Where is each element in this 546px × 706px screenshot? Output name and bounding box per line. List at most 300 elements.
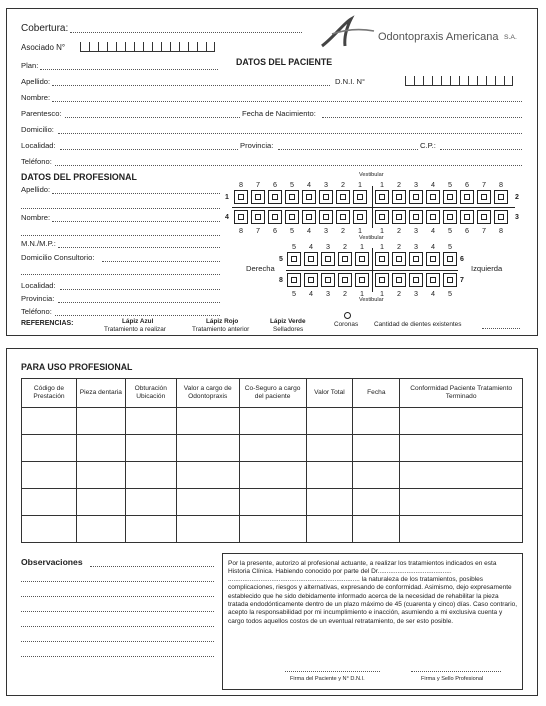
tooth-number: 8 [239,226,243,235]
observaciones-line[interactable] [21,626,214,627]
lower-right-tooth[interactable] [477,210,491,224]
cobertura-field[interactable] [70,32,302,33]
table-cell[interactable] [400,462,523,489]
tooth-number: 2 [397,289,401,298]
domicilio-label: Domicilio: [21,125,54,134]
tooth-inner [359,277,365,283]
prof-nombre-field-2[interactable] [21,235,220,236]
upper-right-tooth[interactable] [392,190,406,204]
sig-patient-line[interactable] [285,671,380,672]
table-cell[interactable] [22,408,77,435]
tooth-number: 5 [290,180,294,189]
provincia-field[interactable] [278,149,418,150]
upper-left-tooth[interactable] [285,190,299,204]
table-cell[interactable] [353,462,400,489]
lower-left-tooth[interactable] [285,210,299,224]
table-cell[interactable] [353,516,400,543]
patient-section-title: DATOS DEL PACIENTE [236,57,333,67]
company-logo [318,15,538,49]
tooth-inner [379,256,385,262]
tooth-number: 2 [397,180,401,189]
table-cell[interactable] [125,516,176,543]
upper-right-tooth[interactable] [494,190,508,204]
observaciones-line[interactable] [21,656,214,657]
tooth-number: 5 [448,242,452,251]
child-upper-left-tooth[interactable] [338,252,352,266]
table-row [22,408,523,435]
observaciones-line[interactable] [21,596,214,597]
lower-left-tooth[interactable] [302,210,316,224]
odontogram-center-line [372,186,373,228]
child-lower-left-tooth[interactable] [304,273,318,287]
tooth-number: 2 [397,242,401,251]
telefono-label: Teléfono: [21,157,52,166]
odontogram-midline [232,207,515,208]
upper-right-tooth[interactable] [426,190,440,204]
tooth-inner [430,277,436,283]
prof-provincia-label: Provincia: [21,294,55,303]
quadrant-4: 4 [225,214,229,221]
coronas-circle-icon [344,312,351,319]
table-cell[interactable] [239,489,306,516]
asociado-label: Asociado N° [21,43,66,52]
tooth-inner [238,194,244,200]
lower-right-tooth[interactable] [375,210,389,224]
table-cell[interactable] [176,408,239,435]
cp-label: C.P.: [420,141,436,150]
cobertura-label: Cobertura: [21,23,69,34]
tooth-inner [464,194,470,200]
consent-text-1: Por la presente, autorizo al profesional actuante, a realizar los tratamientos indicados en esta Historia Clínica. Habiendo conocido por parte del Dr......................................... [228,560,497,576]
nombre-field[interactable] [52,101,522,102]
tooth-number: 5 [448,226,452,235]
tooth-inner [430,194,436,200]
tooth-number: 3 [326,289,330,298]
tooth-inner [481,214,487,220]
tooth-number: 5 [448,180,452,189]
dni-label: D.N.I. N° [335,77,366,86]
tooth-inner [325,277,331,283]
tooth-inner [357,214,363,220]
tooth-inner [498,194,504,200]
table-cell[interactable] [22,516,77,543]
tooth-number: 7 [256,226,260,235]
provincia-label: Provincia: [240,141,274,150]
tooth-number: 6 [273,180,277,189]
table-cell[interactable] [306,489,353,516]
column-header: Conformidad Paciente Tratamiento Terminado [400,379,523,408]
logo-a-icon [318,15,378,49]
tooth-number: 7 [482,180,486,189]
table-cell[interactable] [239,516,306,543]
izquierda-label: Izquierda [471,264,503,273]
tooth-inner [238,214,244,220]
tooth-inner [289,194,295,200]
upper-right-tooth[interactable] [477,190,491,204]
lower-left-tooth[interactable] [319,210,333,224]
child-upper-right-tooth[interactable] [409,252,423,266]
tooth-inner [447,256,453,262]
upper-left-tooth[interactable] [234,190,248,204]
tooth-inner [340,194,346,200]
tooth-number: 5 [292,289,296,298]
apellido-label: Apellido: [21,77,51,86]
observaciones-label: Observaciones [21,557,83,567]
table-cell[interactable] [239,435,306,462]
tooth-inner [308,277,314,283]
tooth-number: 6 [465,226,469,235]
tooth-inner [306,194,312,200]
sig-prof-line[interactable] [411,671,501,672]
tooth-inner [272,214,278,220]
table-cell[interactable] [306,516,353,543]
tooth-number: 8 [499,180,503,189]
quadrant-1: 1 [225,194,229,201]
tooth-number: 4 [431,289,435,298]
tooth-inner [357,194,363,200]
parentesco-field[interactable] [65,117,240,118]
apellido-field[interactable] [52,85,330,86]
vestibular-label-bottom: Vestibular [359,297,384,303]
sig-patient-label: Firma del Paciente y N° D.N.I. [290,676,365,682]
column-header: Co-Seguro a cargo del paciente [239,379,306,408]
tooth-inner [464,214,470,220]
child-upper-right-tooth[interactable] [443,252,457,266]
tooth-number: 2 [341,180,345,189]
observaciones-line[interactable] [90,566,214,567]
tooth-inner [289,214,295,220]
child-lower-right-tooth[interactable] [426,273,440,287]
tooth-number: 7 [256,180,260,189]
tooth-number: 1 [380,226,384,235]
observaciones-line[interactable] [21,611,214,612]
upper-right-tooth[interactable] [409,190,423,204]
column-header: Pieza dentaria [76,379,125,408]
table-cell[interactable] [22,462,77,489]
child-lower-left-tooth[interactable] [338,273,352,287]
upper-left-tooth[interactable] [319,190,333,204]
tooth-number: 4 [307,180,311,189]
lower-left-tooth[interactable] [268,210,282,224]
tooth-inner [413,277,419,283]
lower-right-tooth[interactable] [409,210,423,224]
professional-use-title: PARA USO PROFESIONAL [21,362,133,372]
prof-nombre-label: Nombre: [21,213,51,222]
localidad-field[interactable] [60,149,238,150]
tooth-number: 3 [414,180,418,189]
table-cell[interactable] [353,435,400,462]
tooth-number: 3 [414,242,418,251]
lower-right-tooth[interactable] [494,210,508,224]
table-cell[interactable] [76,516,125,543]
tooth-inner [323,194,329,200]
tooth-number: 1 [380,289,384,298]
tooth-inner [430,256,436,262]
child-lower-right-tooth[interactable] [392,273,406,287]
table-cell[interactable] [306,462,353,489]
table-cell[interactable] [76,489,125,516]
table-cell[interactable] [125,489,176,516]
child-upper-left-tooth[interactable] [304,252,318,266]
table-cell[interactable] [125,408,176,435]
sig-prof-label: Firma y Sello Profesional [421,676,484,682]
domicilio-field[interactable] [58,133,522,134]
tooth-inner [340,214,346,220]
tooth-inner [413,194,419,200]
prof-telefono-field[interactable] [55,315,220,316]
tooth-number: 5 [448,289,452,298]
lower-right-tooth[interactable] [426,210,440,224]
upper-right-tooth[interactable] [443,190,457,204]
prof-provincia-field[interactable] [58,302,220,303]
column-header: Valor a cargo de Odontopraxis [176,379,239,408]
fecha-nac-label: Fecha de Nacimiento: [242,109,316,118]
child-upper-left-tooth[interactable] [321,252,335,266]
derecha-label: Derecha [246,264,275,273]
tooth-number: 1 [380,180,384,189]
column-header: Obturación Ubicación [125,379,176,408]
table-cell[interactable] [306,435,353,462]
upper-left-tooth[interactable] [336,190,350,204]
ref-green-desc: Selladores [273,326,304,333]
tooth-number: 8 [239,180,243,189]
prof-mnmp-label: M.N./M.P.: [21,239,56,248]
parentesco-label: Parentesco: [21,109,62,118]
table-cell[interactable] [76,462,125,489]
cantidad-field[interactable] [482,328,520,329]
table-cell[interactable] [353,408,400,435]
prof-consultorio-field[interactable] [102,261,220,262]
tooth-number: 4 [309,289,313,298]
column-header: Valor Total [306,379,353,408]
lower-left-tooth[interactable] [251,210,265,224]
child-lower-left-tooth[interactable] [321,273,335,287]
quadrant-8: 8 [279,277,283,284]
table-cell[interactable] [125,435,176,462]
tooth-number: 4 [431,226,435,235]
table-row [22,516,523,543]
tooth-inner [379,277,385,283]
tooth-number: 4 [309,242,313,251]
tooth-number: 8 [499,226,503,235]
tooth-number: 2 [343,242,347,251]
child-upper-left-tooth[interactable] [287,252,301,266]
dni-boxes[interactable] [405,76,513,86]
tooth-number: 4 [431,242,435,251]
tooth-inner [291,256,297,262]
table-cell[interactable] [400,435,523,462]
child-lower-right-tooth[interactable] [409,273,423,287]
tooth-number: 4 [431,180,435,189]
tooth-number: 5 [292,242,296,251]
table-cell[interactable] [239,408,306,435]
upper-right-tooth[interactable] [460,190,474,204]
ref-red-desc: Tratamiento anterior [192,326,250,333]
table-cell[interactable] [176,516,239,543]
tooth-number: 6 [465,180,469,189]
references-label: REFERENCIAS: [21,320,74,327]
table-cell[interactable] [239,462,306,489]
column-header: Fecha [353,379,400,408]
vestibular-label-mid: Vestibular [359,235,384,241]
tooth-number: 1 [380,242,384,251]
table-cell[interactable] [125,462,176,489]
child-upper-right-tooth[interactable] [392,252,406,266]
upper-left-tooth[interactable] [251,190,265,204]
tooth-inner [396,256,402,262]
tooth-inner [430,214,436,220]
tooth-inner [359,256,365,262]
upper-right-tooth[interactable] [375,190,389,204]
prof-apellido-field[interactable] [52,193,220,194]
consent-text-2: ......................................................................... la naturaleza de los tratamientos, posibles complicaciones, riesgos y alternativas, expresando de conformidad. Asimismo, dejo expresamente establecido que he sido debidamente informado acerca de la necesidad de rehabilitar la pieza tratada endodónticamente dentro de un plazo máximo de 45 (cuarenta y cinco) días. Caso contrario, acepto la responsabilidad por mi incumplimiento e inacción, asumiendo a mi exclusiva cuenta y cargo todos aquellos costos de un eventual retratamiento, de ser esto posible. [228,576,518,625]
tooth-inner [413,256,419,262]
professional-section-title: DATOS DEL PROFESIONAL [21,172,137,182]
child-upper-left-tooth[interactable] [355,252,369,266]
column-header: Código de Prestación [22,379,77,408]
tooth-number: 1 [358,226,362,235]
tooth-number: 1 [360,242,364,251]
child-lower-right-tooth[interactable] [443,273,457,287]
tooth-inner [396,277,402,283]
table-cell[interactable] [353,489,400,516]
tooth-inner [481,194,487,200]
table-cell[interactable] [176,435,239,462]
tooth-inner [342,256,348,262]
child-upper-right-tooth[interactable] [375,252,389,266]
tooth-inner [447,214,453,220]
plan-label: Plan: [21,61,39,70]
tooth-number: 2 [343,289,347,298]
tooth-number: 1 [358,180,362,189]
tooth-number: 3 [326,242,330,251]
cantidad-label: Cantidad de dientes existentes [374,321,462,328]
child-lower-left-tooth[interactable] [287,273,301,287]
telefono-field[interactable] [55,165,522,166]
tooth-number: 5 [290,226,294,235]
tooth-inner [325,256,331,262]
ref-blue-title: Lápiz Azul [122,318,154,325]
table-cell[interactable] [22,489,77,516]
localidad-label: Localidad: [21,141,56,150]
tooth-number: 2 [397,226,401,235]
tooth-number: 3 [324,180,328,189]
prof-nombre-field[interactable] [52,221,220,222]
lower-right-tooth[interactable] [392,210,406,224]
tooth-inner [396,214,402,220]
observaciones-line[interactable] [21,641,214,642]
prof-consultorio-label: Domicilio Consultorio: [21,253,95,262]
observaciones-line[interactable] [21,581,214,582]
tooth-inner [255,194,261,200]
tooth-number: 6 [273,226,277,235]
table-row [22,489,523,516]
upper-left-tooth[interactable] [302,190,316,204]
table-cell[interactable] [22,435,77,462]
table-cell[interactable] [306,408,353,435]
prof-consultorio-field-2[interactable] [21,274,220,275]
fecha-nac-field[interactable] [322,117,522,118]
ref-green-title: Lápiz Verde [270,318,306,325]
tooth-inner [447,277,453,283]
tooth-number: 3 [414,289,418,298]
tooth-inner [272,194,278,200]
coronas-label: Coronas [334,321,359,328]
tooth-number: 3 [324,226,328,235]
lower-left-tooth[interactable] [353,210,367,224]
table-cell[interactable] [76,408,125,435]
tooth-inner [379,194,385,200]
lower-right-tooth[interactable] [460,210,474,224]
tooth-number: 4 [307,226,311,235]
treatment-table [21,378,523,543]
table-cell[interactable] [400,489,523,516]
lower-right-tooth[interactable] [443,210,457,224]
tooth-number: 1 [360,289,364,298]
tooth-inner [255,214,261,220]
prof-apellido-field-2[interactable] [21,208,220,209]
table-row [22,435,523,462]
tooth-inner [413,214,419,220]
table-cell[interactable] [400,408,523,435]
prof-localidad-label: Localidad: [21,281,56,290]
tooth-inner [323,214,329,220]
table-cell[interactable] [400,516,523,543]
logo-suffix: S.A. [504,34,517,41]
tooth-number: 2 [341,226,345,235]
plan-field[interactable] [40,69,218,70]
child-upper-right-tooth[interactable] [426,252,440,266]
ref-blue-desc: Tratamiento a realizar [104,326,166,333]
ref-red-title: Lápiz Rojo [206,318,239,325]
quadrant-3: 3 [515,214,519,221]
prof-mnmp-field[interactable] [58,247,220,248]
lower-left-tooth[interactable] [234,210,248,224]
vestibular-label-top: Vestibular [359,172,384,178]
tooth-inner [396,194,402,200]
child-lower-left-tooth[interactable] [355,273,369,287]
tooth-inner [291,277,297,283]
tooth-number: 7 [482,226,486,235]
table-cell[interactable] [76,435,125,462]
asociado-boxes[interactable] [80,42,215,52]
cp-field[interactable] [440,149,522,150]
upper-left-tooth[interactable] [268,190,282,204]
prof-localidad-field[interactable] [60,289,220,290]
tooth-inner [306,214,312,220]
child-lower-right-tooth[interactable] [375,273,389,287]
nombre-label: Nombre: [21,93,51,102]
consent-box [222,553,523,690]
prof-apellido-label: Apellido: [21,185,51,194]
quadrant-6: 6 [460,256,464,263]
tooth-number: 3 [414,226,418,235]
table-cell[interactable] [176,462,239,489]
quadrant-7: 7 [460,277,464,284]
tooth-inner [342,277,348,283]
quadrant-5: 5 [279,256,283,263]
upper-left-tooth[interactable] [353,190,367,204]
tooth-inner [379,214,385,220]
lower-left-tooth[interactable] [336,210,350,224]
prof-telefono-label: Teléfono: [21,307,52,316]
child-center-line [372,248,373,292]
tooth-inner [498,214,504,220]
table-cell[interactable] [176,489,239,516]
table-row [22,462,523,489]
quadrant-2: 2 [515,194,519,201]
tooth-inner [447,194,453,200]
